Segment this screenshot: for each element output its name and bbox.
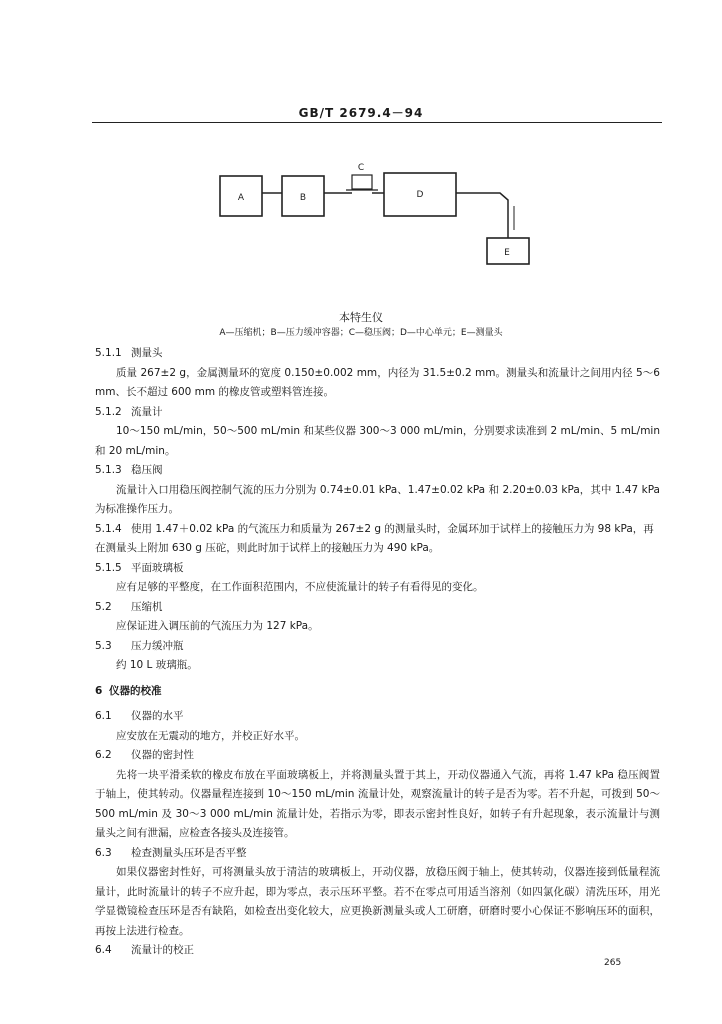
section-number: 6.4	[95, 944, 112, 956]
section-inline-text: 使用 1.47＋0.02 kPa 的气流压力和质量为 267±2 g 的测量头时，金属环加于试样上的接触压力为 98 kPa，再在测量头上附加 630 g 压砣，则此时加于试样上的接触压力为 490 kPa。	[95, 522, 654, 554]
figure-title: 本特生仪	[339, 311, 383, 324]
section-heading	[95, 941, 660, 961]
header-rule	[92, 122, 662, 123]
section-paragraph: 质量 267±2 g，金属测量环的宽度 0.150±0.002 mm，内径为 31.5±0.2 mm。测量头和流量计之间用内径 5～6 mm、长不超过 600 mm 的橡皮管或塑料管连接。	[95, 366, 660, 398]
section-heading	[95, 403, 660, 423]
section-paragraph: 流量计入口用稳压阀控制气流的压力分别为 0.74±0.01 kPa、1.47±0.02 kPa 和 2.20±0.03 kPa，其中 1.47 kPa 为标准操作压力。	[95, 483, 660, 515]
page-number: 265	[604, 958, 622, 968]
section-paragraph: 先将一块平滑柔软的橡皮布放在平面玻璃板上，并将测量头置于其上，开动仪器通入气流，再将 1.47 kPa 稳压阀置于轴上，使其转动。仪器量程连接到 10～150 mL/min 流量计处，观察流量计的转子是否为零。若不升起，可拨到 50～500 mL/min 及 30～3 000 mL/min 流量计处，若指示为零，即表示密封性良好，如转子有升起现象，表示流量计与测量头之间有泄漏，应检查各接头及连接管。	[95, 768, 660, 839]
pipe-d-e	[456, 193, 508, 238]
section-number: 5.1.4	[95, 522, 122, 535]
box-b-label: B	[299, 193, 307, 203]
section-paragraph: 应安放在无震动的地方，并校正好水平。	[116, 729, 305, 742]
valve-c-label: C	[357, 163, 365, 173]
section-heading	[95, 746, 660, 766]
section-number: 5.1.1	[95, 347, 122, 359]
section-number: 5.1.5	[95, 561, 122, 574]
section-heading	[95, 559, 660, 579]
section-number: 5.3	[95, 639, 112, 652]
section-title: 平面玻璃板	[131, 561, 184, 574]
section-paragraph: 约 10 L 玻璃瓶。	[116, 659, 198, 671]
box-d-label: D	[416, 190, 424, 200]
section-number: 5.2	[95, 600, 112, 613]
section-paragraph: 10～150 mL/min，50～500 mL/min 和某些仪器 300～3 000 mL/min，分别要求读准到 2 mL/min、5 mL/min 和 20 mL/min。	[95, 425, 660, 457]
box-a-label: A	[237, 193, 245, 203]
section-paragraph: 应保证进入调压前的气流压力为 127 kPa。	[116, 620, 319, 632]
valve-c	[352, 175, 372, 189]
document-body	[95, 344, 660, 961]
section-number: 6.1	[95, 710, 112, 722]
section-number: 5.1.2	[95, 405, 122, 418]
section-title: 稳压阀	[131, 464, 163, 476]
section-number: 6.3	[95, 846, 112, 859]
section-title: 仪器的密封性	[131, 749, 194, 761]
section-paragraph: 如果仪器密封性好，可将测量头放于清洁的玻璃板上，开动仪器，放稳压阀于轴上，使其转动，仪器连接到低量程流量计，此时流量计的转子不应升起，即为零点，表示压环平整。若不在零点可用适当溶剂（如四氯化碳）清洗压环，用光学显微镜检查压环是否有缺陷，如检查出变化较大，应更换新测量头或人工研磨，研磨时要小心保证不影响压环的面积，再按上法进行检查。	[95, 866, 660, 937]
section-number: 6.2	[95, 749, 112, 761]
section-heading	[95, 637, 660, 657]
box-e-label: E	[504, 248, 510, 258]
section-title: 流量计的校正	[131, 944, 194, 956]
figure-legend: A—压缩机；B—压力缓冲容器；C—稳压阀；D—中心单元；E—测量头	[219, 328, 503, 338]
section-title: 测量头	[131, 347, 163, 359]
apparatus-diagram	[0, 160, 722, 310]
section-heading	[95, 520, 660, 559]
section-heading	[95, 707, 660, 727]
section-title: 检查测量头压环是否平整	[131, 846, 247, 859]
section-title: 压缩机	[131, 600, 163, 613]
section-paragraph: 应有足够的平整度，在工作面积范围内，不应使流量计的转子有看得见的变化。	[116, 581, 484, 593]
running-header: GB/T 2679.4－94	[298, 106, 424, 120]
section-heading	[95, 344, 660, 364]
section-title: 压力缓冲瓶	[131, 639, 184, 652]
section-number: 6	[95, 684, 103, 697]
section-title: 仪器的水平	[131, 710, 184, 722]
section-number: 5.1.3	[95, 464, 122, 476]
section-heading	[95, 598, 660, 618]
section-heading	[95, 682, 660, 702]
section-heading	[95, 844, 660, 864]
section-title: 仪器的校准	[109, 684, 162, 697]
section-heading	[95, 461, 660, 481]
section-title: 流量计	[131, 405, 163, 418]
